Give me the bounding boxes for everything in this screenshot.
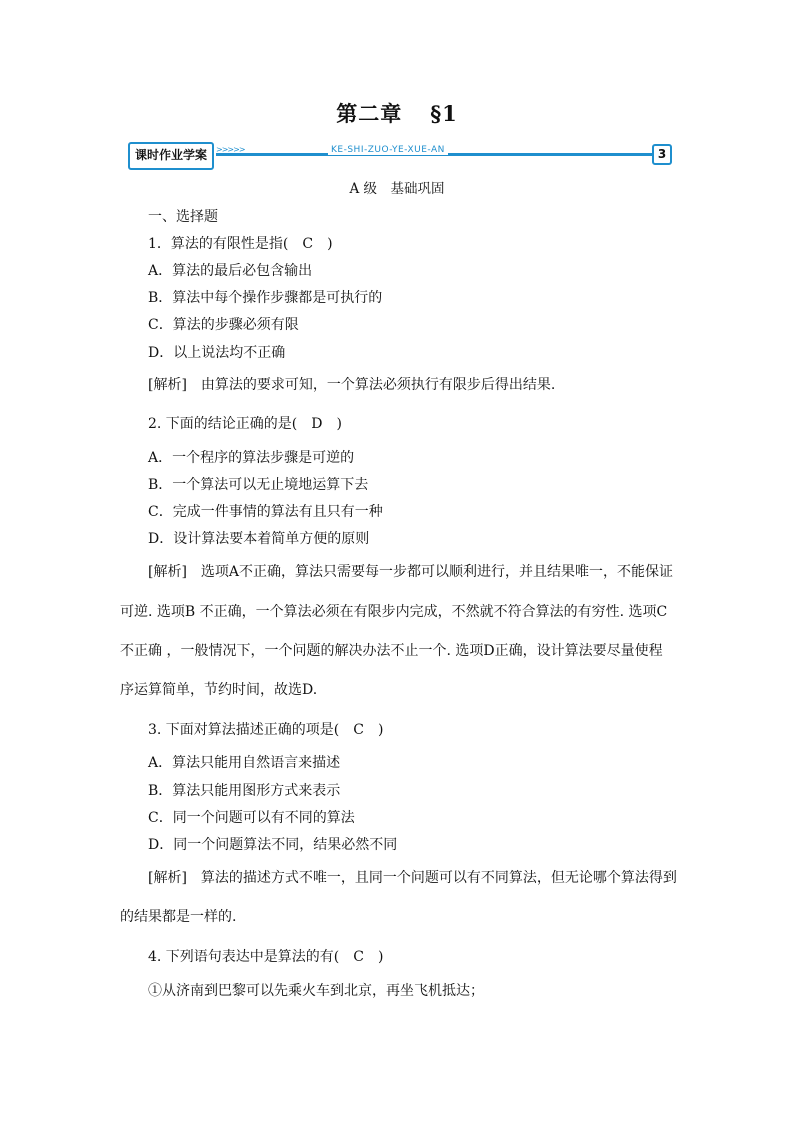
- question-2-analysis-line-2: 可逆. 选项B 不正确，一个算法必须在有限步内完成，不然就不符合算法的有穷性. 选项C: [120, 604, 668, 620]
- question-2-option-a: A．一个程序的算法步骤是可逆的: [148, 450, 355, 466]
- question-2-stem: 2. 下面的结论正确的是( D ): [148, 416, 342, 432]
- question-2-analysis-line-4: 序运算简单，节约时间，故选D.: [120, 682, 318, 698]
- question-3-stem: 3. 下面对算法描述正确的项是( C ): [148, 722, 384, 738]
- question-1-stem: 1．算法的有限性是指( C ): [148, 236, 333, 252]
- question-3-option-b: B．算法只能用图形方式来表示: [148, 783, 341, 799]
- question-4-item-1: ①从济南到巴黎可以先乘火车到北京，再坐飞机抵达；: [148, 983, 484, 999]
- question-2-option-b: B．一个算法可以无止境地运算下去: [148, 477, 369, 493]
- question-3-option-d: D．同一个问题算法不同，结果必然不同: [148, 837, 398, 853]
- question-1-option-b: B．算法中每个操作步骤都是可执行的: [148, 290, 383, 306]
- question-4-stem: 4. 下列语句表达中是算法的有( C ): [148, 949, 384, 965]
- question-3-analysis-line-2: 的结果都是一样的.: [120, 909, 237, 925]
- banner-arrows-icon: >>>>>: [216, 145, 245, 154]
- section-title: 一、选择题: [148, 209, 218, 225]
- question-1-option-c: C．算法的步骤必须有限: [148, 317, 299, 333]
- question-1-analysis: [解析] 由算法的要求可知，一个算法必须执行有限步后得出结果.: [148, 377, 556, 393]
- banner-number: 3: [652, 144, 672, 165]
- question-2-option-d: D．设计算法要本着简单方便的原则: [148, 531, 370, 547]
- question-3-analysis-line-1: [解析] 算法的描述方式不唯一，且同一个问题可以有不同算法，但无论哪个算法得到: [148, 870, 677, 886]
- banner-pinyin: KE-SHI-ZUO-YE-XUE-AN: [328, 145, 448, 155]
- question-1-option-d: D．以上说法均不正确: [148, 345, 286, 361]
- section-label: §1: [430, 101, 458, 126]
- homework-banner: [128, 142, 672, 168]
- question-2-option-c: C．完成一件事情的算法有且只有一种: [148, 504, 383, 520]
- question-2-analysis-line-3: 不正确 ，一般情况下，一个问题的解决办法不止一个. 选项D正确，设计算法要尽量使程: [120, 643, 663, 659]
- banner-label: 课时作业学案: [128, 142, 214, 170]
- question-1-option-a: A．算法的最后必包含输出: [148, 263, 313, 279]
- level-title: A 级 基础巩固: [349, 181, 445, 197]
- chapter-title: [0, 98, 794, 128]
- question-2-analysis-line-1: [解析] 选项A不正确，算法只需要每一步都可以顺利进行，并且结果唯一，不能保证: [148, 564, 674, 580]
- question-3-option-c: C．同一个问题可以有不同的算法: [148, 810, 355, 826]
- chapter-label: 第二章: [336, 101, 403, 126]
- question-3-option-a: A．算法只能用自然语言来描述: [148, 755, 341, 771]
